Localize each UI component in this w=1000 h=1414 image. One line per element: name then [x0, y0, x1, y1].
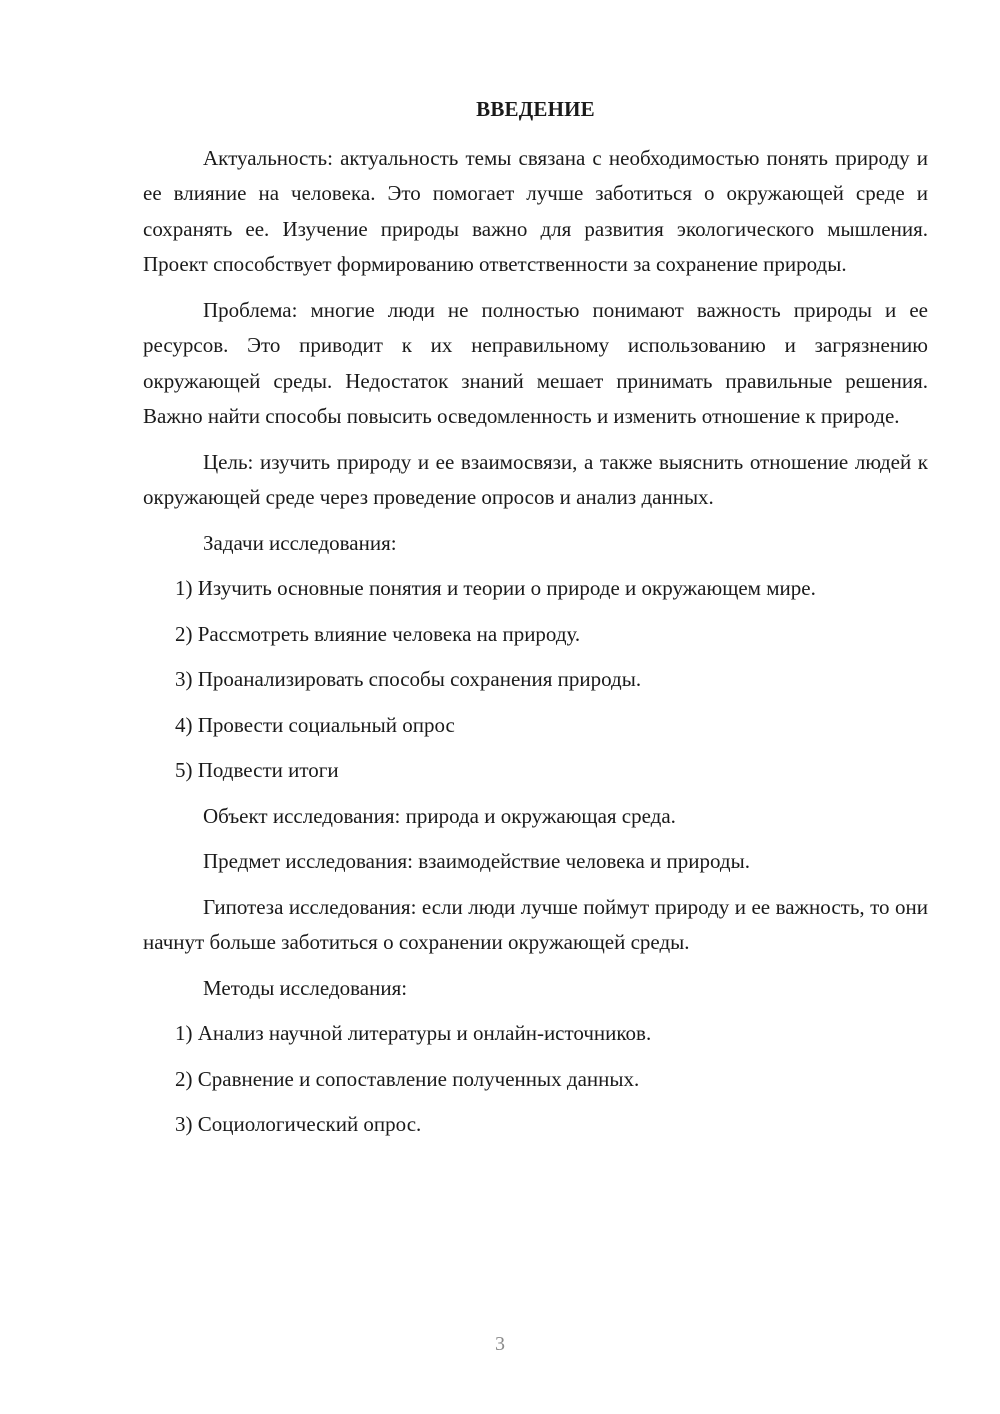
list-item: 5) Подвести итоги: [175, 758, 339, 782]
document-page: [143, 92, 928, 1153]
tasks-list: [143, 571, 928, 789]
research-subject: Предмет исследования: взаимодействие человека и природы.: [203, 849, 750, 873]
list-item: 1) Анализ научной литературы и онлайн-источников.: [175, 1021, 652, 1045]
list-item: 1) Изучить основные понятия и теории о природе и окружающем мире.: [175, 576, 816, 600]
list-item: 3) Проанализировать способы сохранения природы.: [175, 667, 642, 691]
list-item: 3) Социологический опрос.: [175, 1112, 422, 1136]
problem-paragraph: Проблема: многие люди не полностью понимают важность природы и ее ресурсов. Это приводит к их неправильному использованию и загрязнению окружающей среды. Недостаток знаний мешает принимать правильные решения. Важно найти способы повысить осведомленность и изменить отношение к природе.: [143, 297, 928, 428]
tasks-heading: Задачи исследования:: [203, 530, 397, 555]
methods-list: [143, 1016, 928, 1143]
list-item: 2) Рассмотреть влияние человека на природу.: [175, 621, 581, 646]
goal-paragraph: Цель: изучить природу и ее взаимосвязи, а также выяснить отношение людей к окружающей среде через проведение опросов и анализ данных.: [143, 449, 928, 509]
list-item: 4) Провести социальный опрос: [175, 712, 455, 737]
list-item: 2) Сравнение и сопоставление полученных данных.: [175, 1066, 640, 1091]
relevance-paragraph: Актуальность: актуальность темы связана с необходимостью понять природу и ее влияние на человека. Это помогает лучше заботиться о окружающей среде и сохранять ее. Изучение природы важно для развития экологического мышления. Проект способствует формированию ответственности за сохранение природы.: [143, 145, 928, 276]
methods-heading: Методы исследования:: [203, 975, 408, 1000]
hypothesis-paragraph: Гипотеза исследования: если люди лучше поймут природу и ее важность, то они начнут больше заботиться о сохранении окружающей среды.: [143, 894, 928, 954]
page-number: 3: [495, 1333, 505, 1355]
research-object: Объект исследования: природа и окружающая среда.: [203, 803, 676, 828]
page-title: ВВЕДЕНИЕ: [476, 97, 595, 121]
